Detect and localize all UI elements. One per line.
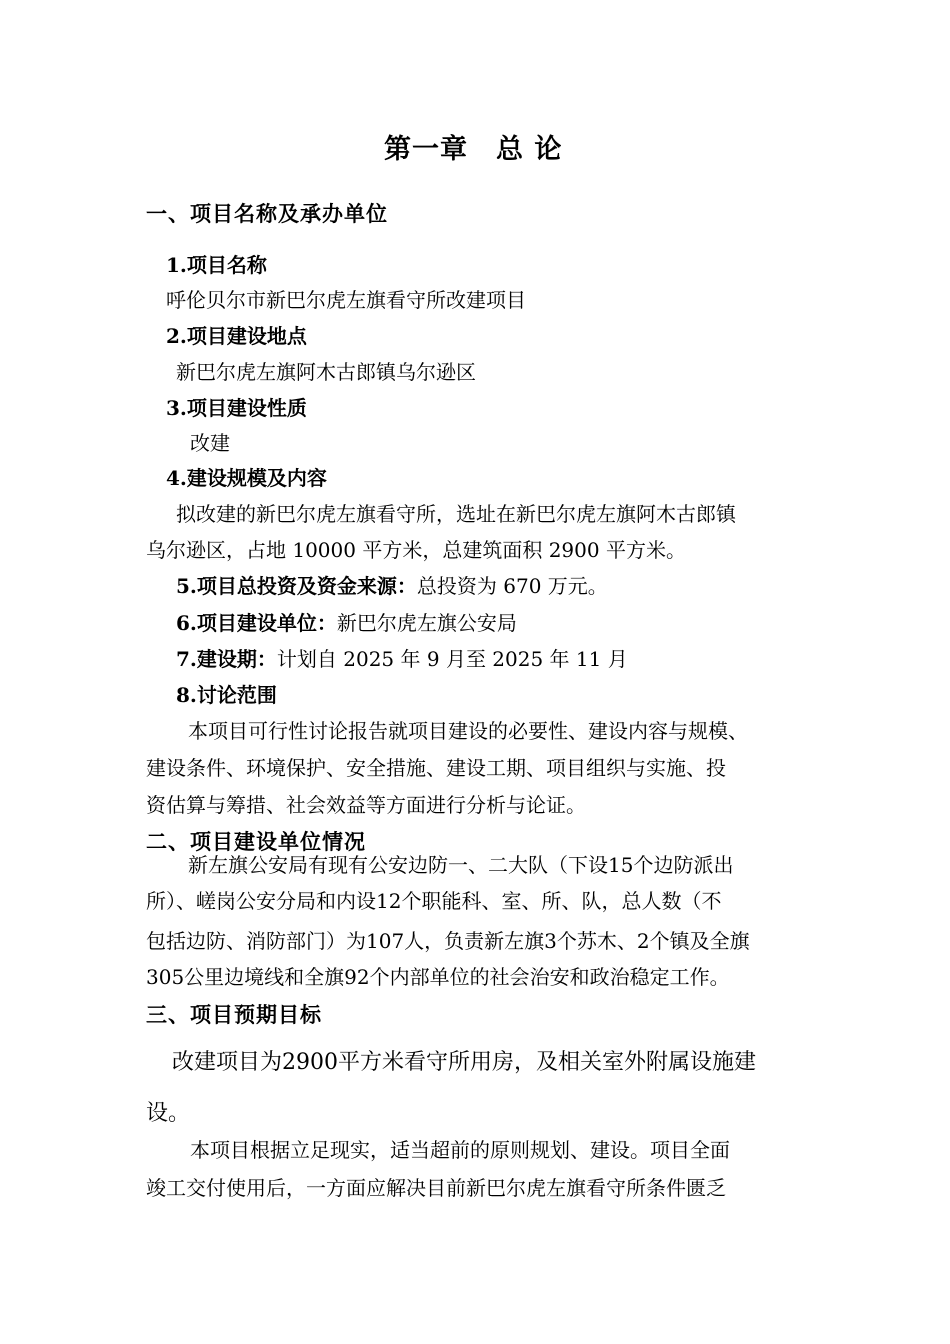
chapter-title: 第一章 总 论 <box>384 134 563 165</box>
section3-text2-line1: 本项目根据立足现实，适当超前的原则规划、建设。项目全面 <box>190 1138 730 1162</box>
item5-label: 5.项目总投资及资金来源： <box>176 574 417 598</box>
section2-text-line4: 305公里边境线和全旗92个内部单位的社会治安和政治稳定工作。 <box>146 965 730 989</box>
item4-label: 4.建设规模及内容 <box>166 466 327 490</box>
item2-text: 新巴尔虎左旗阿木古郎镇乌尔逊区 <box>176 360 476 384</box>
item1-label: 1.项目名称 <box>166 253 267 277</box>
section3-text1-line2: 设。 <box>146 1101 191 1126</box>
item5-text: 总投资为 670 万元。 <box>416 574 608 598</box>
section3-text2-line2: 竣工交付使用后，一方面应解决目前新巴尔虎左旗看守所条件匮乏 <box>146 1176 726 1200</box>
item2-label: 2.项目建设地点 <box>166 324 307 348</box>
item8-text-line1: 本项目可行性讨论报告就项目建设的必要性、建设内容与规模、 <box>188 719 748 743</box>
item7-text: 计划自 2025 年 9 月至 2025 年 11 月 <box>276 647 628 671</box>
section2-heading: 二、项目建设单位情况 <box>146 829 366 854</box>
item3-text: 改建 <box>190 431 230 455</box>
item8-text-line2: 建设条件、环境保护、安全措施、建设工期、项目组织与实施、投 <box>146 756 726 780</box>
item7-row <box>176 649 628 669</box>
item1-text: 呼伦贝尔市新巴尔虎左旗看守所改建项目 <box>166 288 526 312</box>
item6-label: 6.项目建设单位： <box>176 611 337 635</box>
item7-label: 7.建设期： <box>176 647 277 671</box>
section1-heading: 一、项目名称及承办单位 <box>146 201 388 226</box>
section2-text-line2: 所）、嵯岗公安分局和内设12个职能科、室、所、队，总人数（不 <box>146 889 722 913</box>
section3-heading: 三、项目预期目标 <box>146 1002 322 1027</box>
section2-text-line3: 包括边防、消防部门）为107人，负责新左旗3个苏木、2个镇及全旗 <box>146 929 750 953</box>
item6-text: 新巴尔虎左旗公安局 <box>336 611 517 635</box>
item3-label: 3.项目建设性质 <box>166 396 307 420</box>
item4-text-line2: 乌尔逊区，占地 10000 平方米，总建筑面积 2900 平方米。 <box>146 538 686 562</box>
item8-label: 8.讨论范围 <box>176 683 277 707</box>
item8-text-line3: 资估算与筹措、社会效益等方面进行分析与论证。 <box>146 793 586 817</box>
item4-text-line1: 拟改建的新巴尔虎左旗看守所，选址在新巴尔虎左旗阿木古郎镇 <box>176 502 736 526</box>
item5-row <box>176 576 608 596</box>
section3-text1-line1: 改建项目为2900平方米看守所用房，及相关室外附属设施建 <box>172 1050 756 1075</box>
item6-row <box>176 613 517 633</box>
section2-text-line1: 新左旗公安局有现有公安边防一、二大队（下设15个边防派出 <box>188 853 734 877</box>
